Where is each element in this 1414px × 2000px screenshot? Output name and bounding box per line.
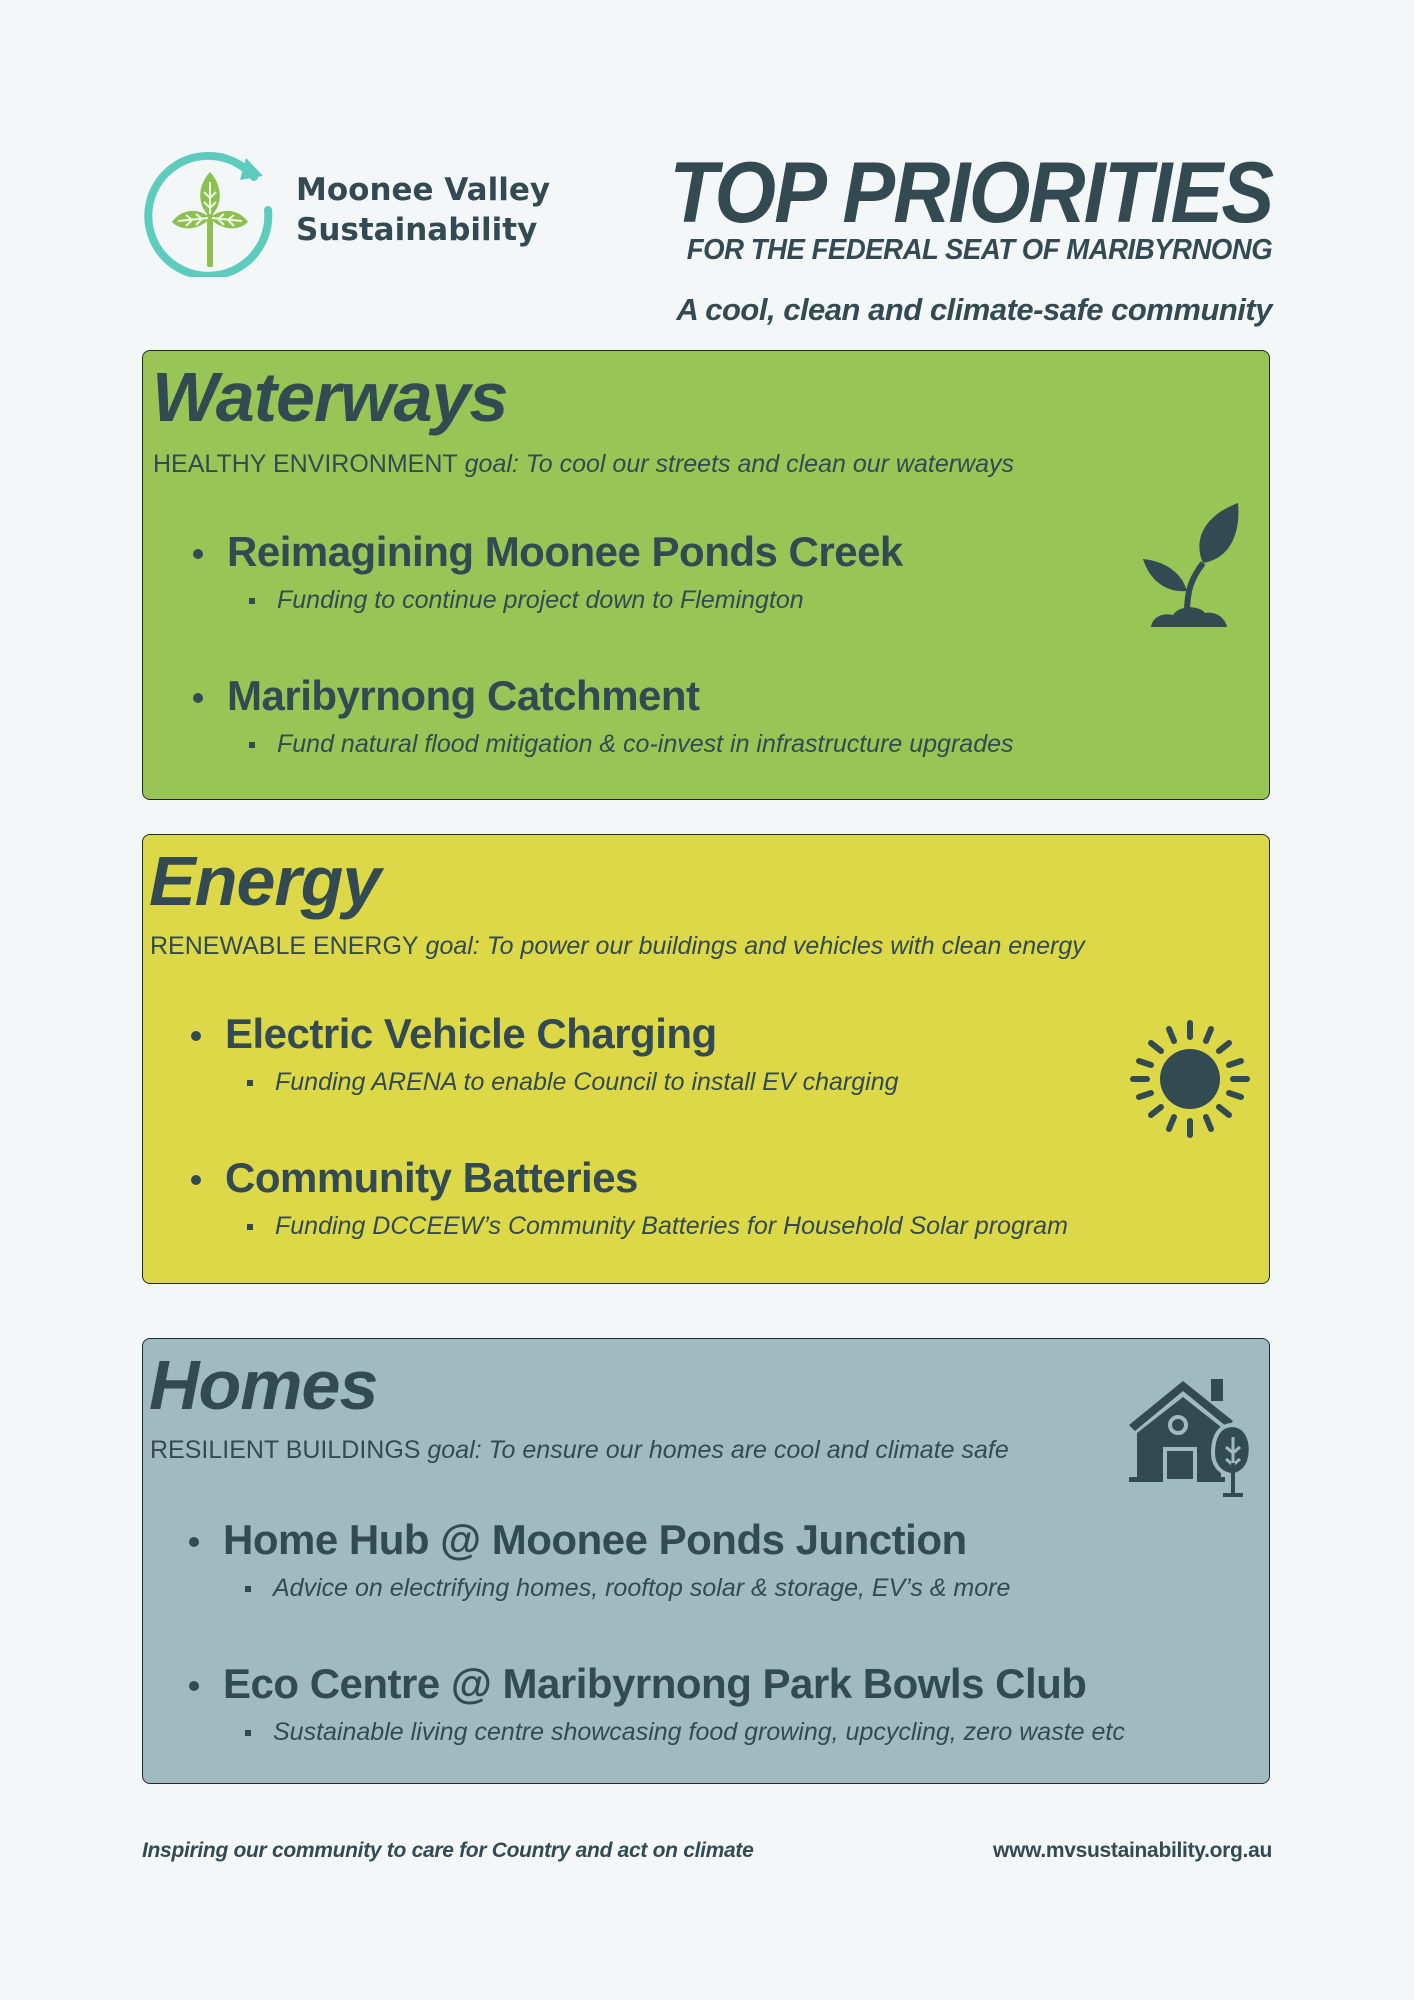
- org-logo: [142, 142, 277, 277]
- priority-detail: Funding to continue project down to Flemington: [193, 583, 903, 617]
- priority-item: [193, 671, 1014, 761]
- org-name: [296, 170, 550, 250]
- priority-item: [189, 1515, 1010, 1605]
- recycle-sprout-icon: [142, 142, 277, 277]
- section-energy: [142, 834, 1270, 1284]
- goal-caps: HEALTHY ENVIRONMENT: [153, 450, 458, 478]
- section-goal: [150, 1433, 1009, 1467]
- priority-heading: Home Hub @ Moonee Ponds Junction: [189, 1515, 1010, 1565]
- priority-item: [189, 1659, 1125, 1749]
- section-homes: [142, 1338, 1270, 1784]
- section-title: Homes: [149, 1346, 378, 1424]
- goal-caps: RENEWABLE ENERGY: [150, 932, 419, 960]
- priority-heading: Reimagining Moonee Ponds Creek: [193, 527, 903, 577]
- goal-text: goal: To power our buildings and vehicles with clean energy: [418, 932, 1085, 960]
- sprout-icon: [1143, 501, 1243, 636]
- priority-heading: Community Batteries: [191, 1153, 1068, 1203]
- priority-heading: Maribyrnong Catchment: [193, 671, 1014, 721]
- priority-item: [191, 1009, 899, 1099]
- priority-detail: Funding DCCEEW’s Community Batteries for Household Solar program: [191, 1209, 1068, 1243]
- priority-detail: Fund natural flood mitigation & co-invest in infrastructure upgrades: [193, 727, 1014, 761]
- priority-detail: Sustainable living centre showcasing food growing, upcycling, zero waste etc: [189, 1715, 1125, 1749]
- priority-heading: Electric Vehicle Charging: [191, 1009, 899, 1059]
- section-title: Waterways: [152, 358, 508, 436]
- section-goal: [153, 447, 1014, 481]
- priority-item: [191, 1153, 1068, 1243]
- priority-item: [193, 527, 903, 617]
- section-goal: [150, 929, 1085, 963]
- section-waterways: [142, 350, 1270, 800]
- goal-caps: RESILIENT BUILDINGS: [150, 1436, 421, 1464]
- priority-detail: Funding ARENA to enable Council to install EV charging: [191, 1065, 899, 1099]
- page-tagline: A cool, clean and climate-safe community: [676, 292, 1272, 327]
- sun-icon: [1125, 1015, 1255, 1150]
- page-subtitle: FOR THE FEDERAL SEAT OF MARIBYRNONG: [686, 234, 1272, 266]
- page-title: TOP PRIORITIES: [669, 145, 1272, 241]
- priority-detail: Advice on electrifying homes, rooftop solar & storage, EV’s & more: [189, 1571, 1010, 1605]
- priority-heading: Eco Centre @ Maribyrnong Park Bowls Club: [189, 1659, 1125, 1709]
- footer-website-link[interactable]: www.mvsustainability.org.au: [993, 1839, 1272, 1862]
- org-name-line1: Moonee Valley: [296, 172, 551, 208]
- org-name-line2: Sustainability: [296, 212, 538, 248]
- footer-mission: Inspiring our community to care for Country and act on climate: [142, 1839, 754, 1862]
- goal-text: goal: To cool our streets and clean our waterways: [457, 450, 1015, 478]
- section-title: Energy: [149, 842, 381, 920]
- goal-text: goal: To ensure our homes are cool and climate safe: [420, 1436, 1009, 1464]
- house-tree-icon: [1123, 1367, 1253, 1502]
